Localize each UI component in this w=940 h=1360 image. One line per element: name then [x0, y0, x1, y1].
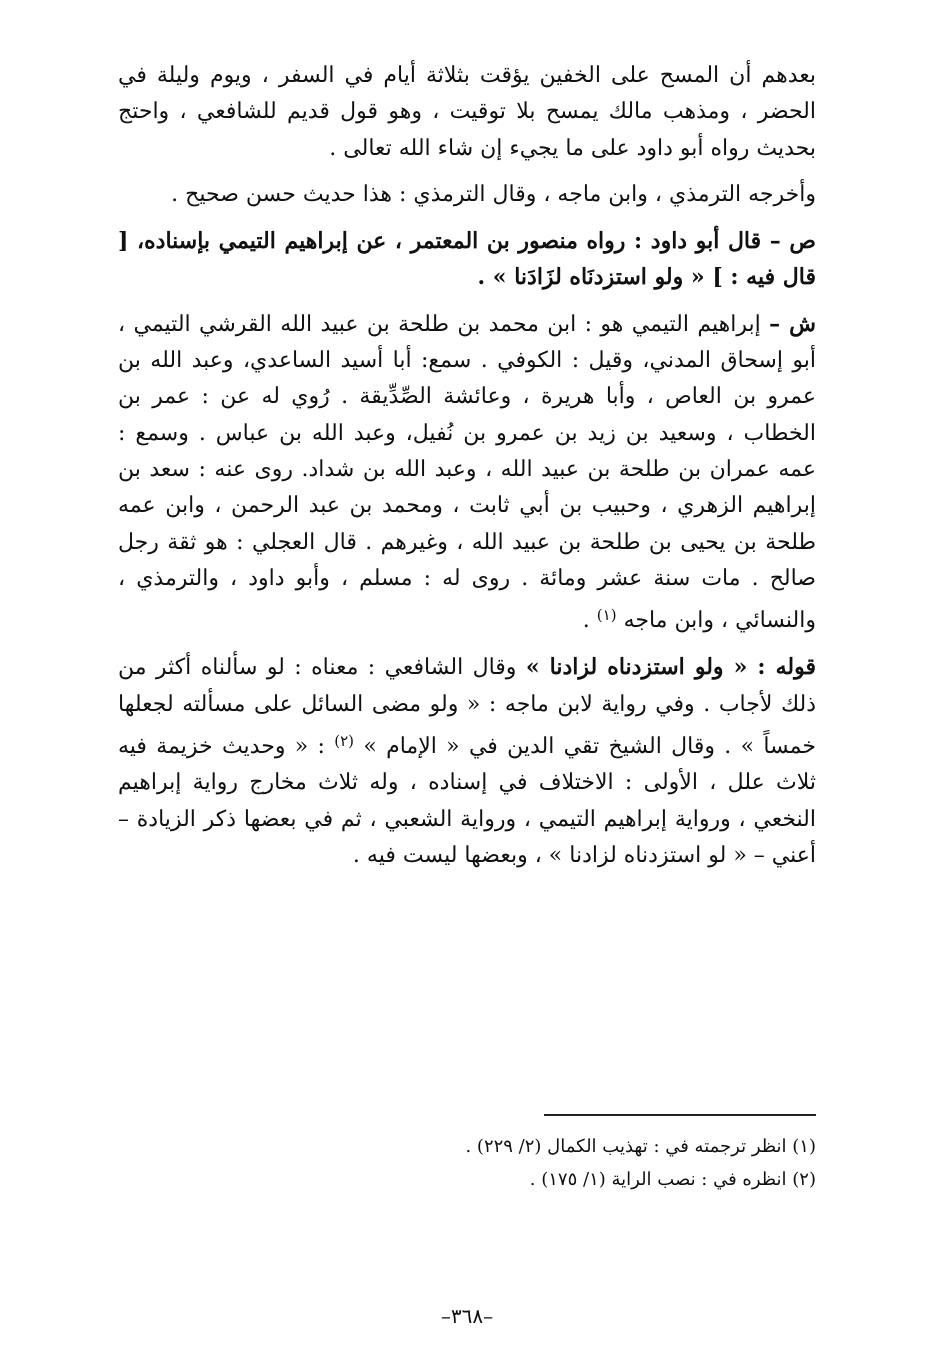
footnote-2: (٢) انظره في : نصب الراية (١/ ١٧٥) .	[529, 1169, 816, 1190]
paragraph-1: بعدهم أن المسح على الخفين يؤقت بثلاثة أيام في السفر ، ويوم وليلة في الحضر ، ومذهب مالك يمسح بلا توقيت ، وهو قول قديم للشافعي ، واحتج بحديث رواه أبو داود على ما يجيء إن شاء الله تعالى .	[118, 63, 816, 161]
paragraph-5	[118, 649, 816, 874]
quote-lead: قوله : « ولو استزدناه لزادنا »	[525, 654, 817, 681]
commentary-marker: ش –	[769, 310, 817, 337]
commentary-text: إبراهيم التيمي هو : ابن محمد بن طلحة بن عبيد الله القرشي التيمي ، أبو إسحاق المدني، وقيل : الكوفي . سمع: أبا أسيد الساعدي، وعبد الله بن عمرو بن العاص ، وأبا هريرة ، وعائشة الصِّدِّيقة . رُوي له عن : عمر بن الخطاب ، وسعيد بن زيد بن عمرو بن نُفيل، وعبد الله بن عباس . وسمع : عمه عمران بن طلحة بن عبيد الله ، وعبد الله بن شداد. روى عنه : سعد بن إبراهيم الزهري ، وحبيب بن أبي ثابت ، ومحمد بن عبد الرحمن ، وابن عمه طلحة بن يحيى بن طلحة بن عبيد الله ، وغيرهم . قال العجلي : هو ثقة رجل صالح . مات سنة عشر ومائة . روى له : مسلم ، وأبو داود ، والترمذي ، والنسائي ، وابن ماجه	[118, 311, 816, 634]
paragraph-3-matn: ص – قال أبو داود : رواه منصور بن المعتمر ، عن إبراهيم التيمي بإسناده، [ قال فيه : ] « ولو استزدنَاه لزَادَنا » .	[118, 228, 816, 291]
paragraph-4-commentary	[118, 306, 816, 640]
footnote-ref-2: (٢)	[334, 732, 355, 751]
page-body	[118, 58, 817, 1328]
page-number: –٣٦٨–	[440, 1304, 494, 1328]
footnote-ref-1: (١)	[596, 606, 617, 625]
footnotes	[118, 1130, 816, 1196]
paragraph-2: وأخرجه الترمذي ، وابن ماجه ، وقال الترمذي : هذا حديث حسن صحيح .	[171, 181, 816, 207]
footnote-1: (١) انظر ترجمته في : تهذيب الكمال (٢/ ٢٢٩) .	[465, 1136, 816, 1157]
paragraph-5-text-b: : « وحديث خزيمة فيه ثلاث علل ، الأولى : الاختلاف في إسناده ، وله ثلاث مخارج رواية إبراهيم النخعي ، ورواية إبراهيم التيمي ، ورواية الشعبي ، ثم في بعضها ذكر الزيادة – أعني – « لو استزدناه لزادنا » ، وبعضها ليست فيه .	[118, 734, 816, 868]
paragraph-5-text-a: وقال الشافعي : معناه : لو سألناه أكثر من ذلك لأجاب . وفي رواية لابن ماجه : « ولو مضى السائل على مسألته لجعلها خمساً » . وقال الشيخ تقي الدين في « الإمام »	[118, 655, 816, 760]
footnote-divider	[544, 1114, 816, 1116]
commentary-end: .	[582, 608, 597, 634]
